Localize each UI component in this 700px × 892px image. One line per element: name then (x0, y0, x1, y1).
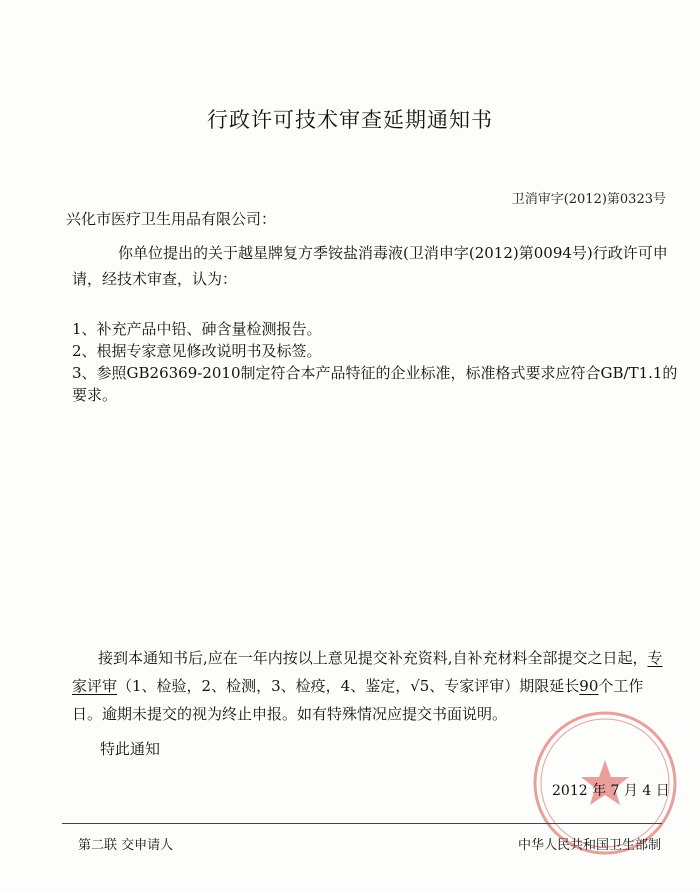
addressee: 兴化市医疗卫生用品有限公司： (66, 210, 277, 228)
notice-text-part3: 个工作日。逾期未提交的视为终止申报。如有特殊情况应提交书面说明。 (72, 677, 644, 723)
review-type: 专家评审 (72, 649, 663, 695)
requirement-list (72, 318, 682, 406)
requirement-item: 2、根据专家意见修改说明书及标签。 (72, 342, 322, 360)
notice-text-part1: 接到本通知书后,应在一年内按以上意见提交补充资料,自补充材料全部提交之日起， (98, 649, 648, 667)
issue-date: 2012 年 7 月 4 日 (552, 783, 670, 799)
notice-text-part2: （1、检验，2、检测，3、检疫，4、鉴定，√5、专家评审）期限延长 (117, 677, 580, 695)
requirement-item: 3、参照GB26369-2010制定符合本产品特征的企业标准，标准格式要求应符合GB/T1.1的要求。 (72, 364, 678, 404)
closing-text: 特此通知 (100, 740, 161, 758)
extension-days: 90 (579, 677, 599, 695)
footer-copy-label: 第二联 交申请人 (78, 838, 174, 853)
footer-divider (62, 823, 662, 824)
footer-issuer: 中华人民共和国卫生部制 (518, 838, 662, 853)
document-number: 卫消审字(2012)第0323号 (511, 192, 666, 207)
requirement-item: 1、补充产品中铅、砷含量检测报告。 (72, 320, 322, 338)
intro-paragraph: 你单位提出的关于越星牌复方季铵盐消毒液(卫消申字(2012)第0094号)行政许可申请，经技术审查，认为： (72, 244, 668, 288)
document-title: 行政许可技术审查延期通知书 (207, 108, 493, 132)
